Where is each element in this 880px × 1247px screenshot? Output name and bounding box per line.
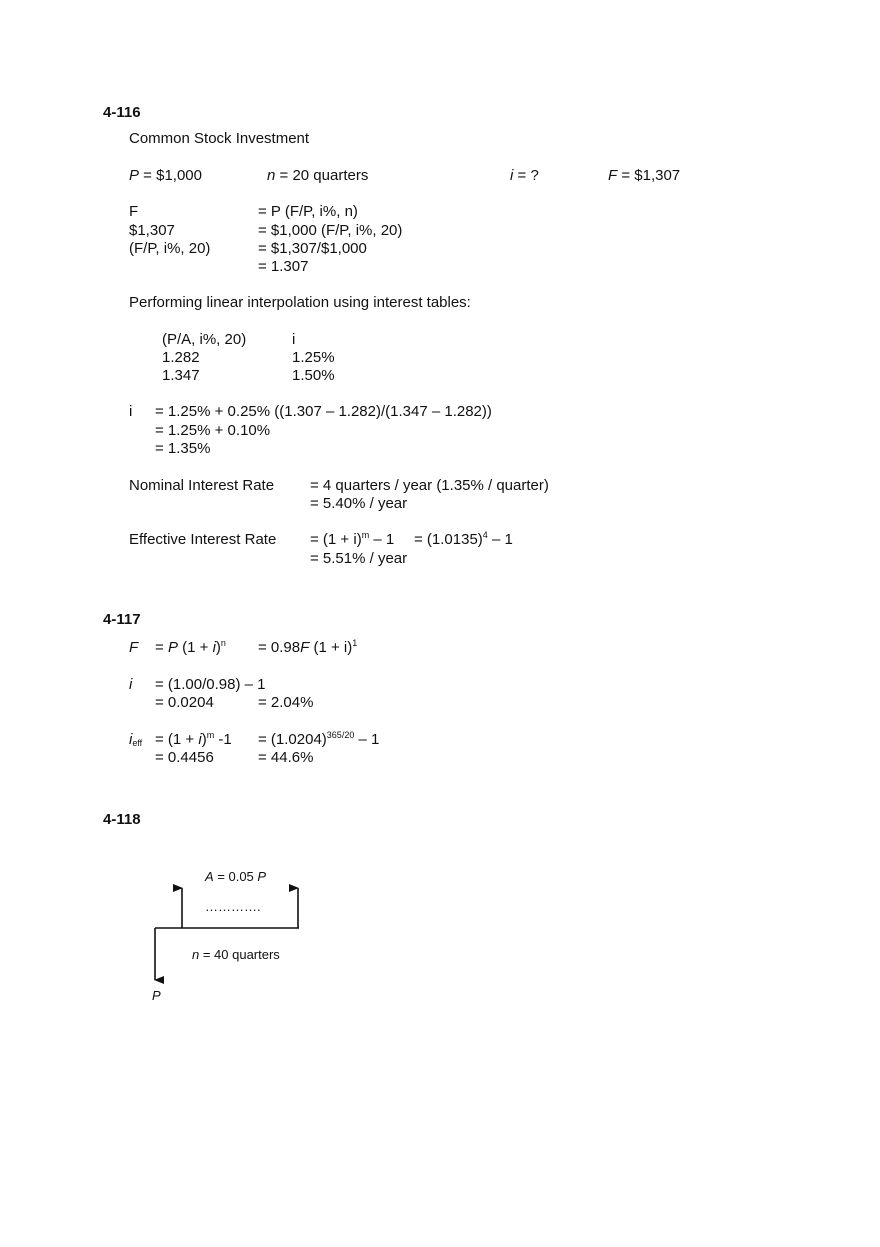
given-n: n = 20 quarters bbox=[267, 167, 369, 184]
i-line: = 0.0204 bbox=[155, 694, 214, 711]
i-var: i bbox=[129, 403, 133, 420]
given-F: F = $1,307 bbox=[608, 167, 681, 184]
nominal-label: Nominal Interest Rate bbox=[129, 477, 275, 494]
nominal-line: = 4 quarters / year (1.35% / quarter) bbox=[310, 477, 549, 494]
present-value-label: P bbox=[152, 988, 161, 1003]
given-P: P = $1,000 bbox=[129, 167, 202, 184]
i-calc-line: = 1.25% + 0.10% bbox=[155, 422, 271, 439]
F-formula: = P $(1 + i)^n$ bbox=[155, 638, 226, 656]
problem-heading-4-118: 4-118 bbox=[103, 811, 141, 828]
ieff-line: = 44.6% bbox=[258, 749, 314, 766]
interp-cell: 1.347 bbox=[162, 367, 200, 384]
F-var: F bbox=[129, 639, 139, 656]
effective-value: = $(1.0135)^4 - 1$ bbox=[414, 530, 513, 548]
i-var: i bbox=[129, 676, 133, 693]
eq-right: = $1,307/$1,000 bbox=[258, 240, 367, 257]
eq-right: = P (F/P, i%, n) bbox=[258, 203, 358, 220]
interp-cell: 1.25% bbox=[292, 349, 335, 366]
eq-left: $1,307 bbox=[129, 222, 175, 239]
F-rhs: = 0.98F $(1 + i)^1$ bbox=[258, 638, 358, 656]
ieff-formula: = $(1 + i)^m$ -1 bbox=[155, 730, 232, 748]
nominal-line: = 5.40% / year bbox=[310, 495, 408, 512]
ieff-line: = 0.4456 bbox=[155, 749, 214, 766]
problem-title: Common Stock Investment bbox=[129, 130, 310, 147]
periods-label: n = 40 quarters bbox=[192, 947, 280, 962]
interp-cell: 1.282 bbox=[162, 349, 200, 366]
i-line: = (1.00/0.98) – 1 bbox=[155, 676, 266, 693]
effective-formula: = $(1 + i)^m - 1$ bbox=[310, 530, 395, 548]
eq-right: = 1.307 bbox=[258, 258, 309, 275]
ieff-value: = $(1.0204)^{365/20} - 1$ bbox=[258, 730, 380, 748]
ellipsis-dots: …………. bbox=[205, 899, 261, 914]
problem-heading-4-116: 4-116 bbox=[103, 104, 141, 121]
i-line: = 2.04% bbox=[258, 694, 314, 711]
i-calc-line: = 1.35% bbox=[155, 440, 211, 457]
ieff-var: $i_{eff}$ bbox=[129, 731, 143, 748]
interpolation-intro: Performing linear interpolation using interest tables: bbox=[129, 294, 471, 311]
eq-right: = $1,000 (F/P, i%, 20) bbox=[258, 222, 403, 239]
given-i: i = ? bbox=[510, 167, 539, 184]
problem-heading-4-117: 4-117 bbox=[103, 611, 141, 628]
interp-header: i bbox=[292, 331, 296, 348]
interp-header: (P/A, i%, 20) bbox=[162, 331, 247, 348]
annuity-label: A = 0.05 P bbox=[205, 869, 267, 884]
interp-cell: 1.50% bbox=[292, 367, 335, 384]
effective-result: = 5.51% / year bbox=[310, 550, 408, 567]
eq-left: F bbox=[129, 203, 139, 220]
eq-left: (F/P, i%, 20) bbox=[129, 240, 211, 257]
effective-label: Effective Interest Rate bbox=[129, 531, 277, 548]
i-calc-line: = 1.25% + 0.25% ((1.307 – 1.282)/(1.347 – 1.282)) bbox=[155, 403, 492, 420]
